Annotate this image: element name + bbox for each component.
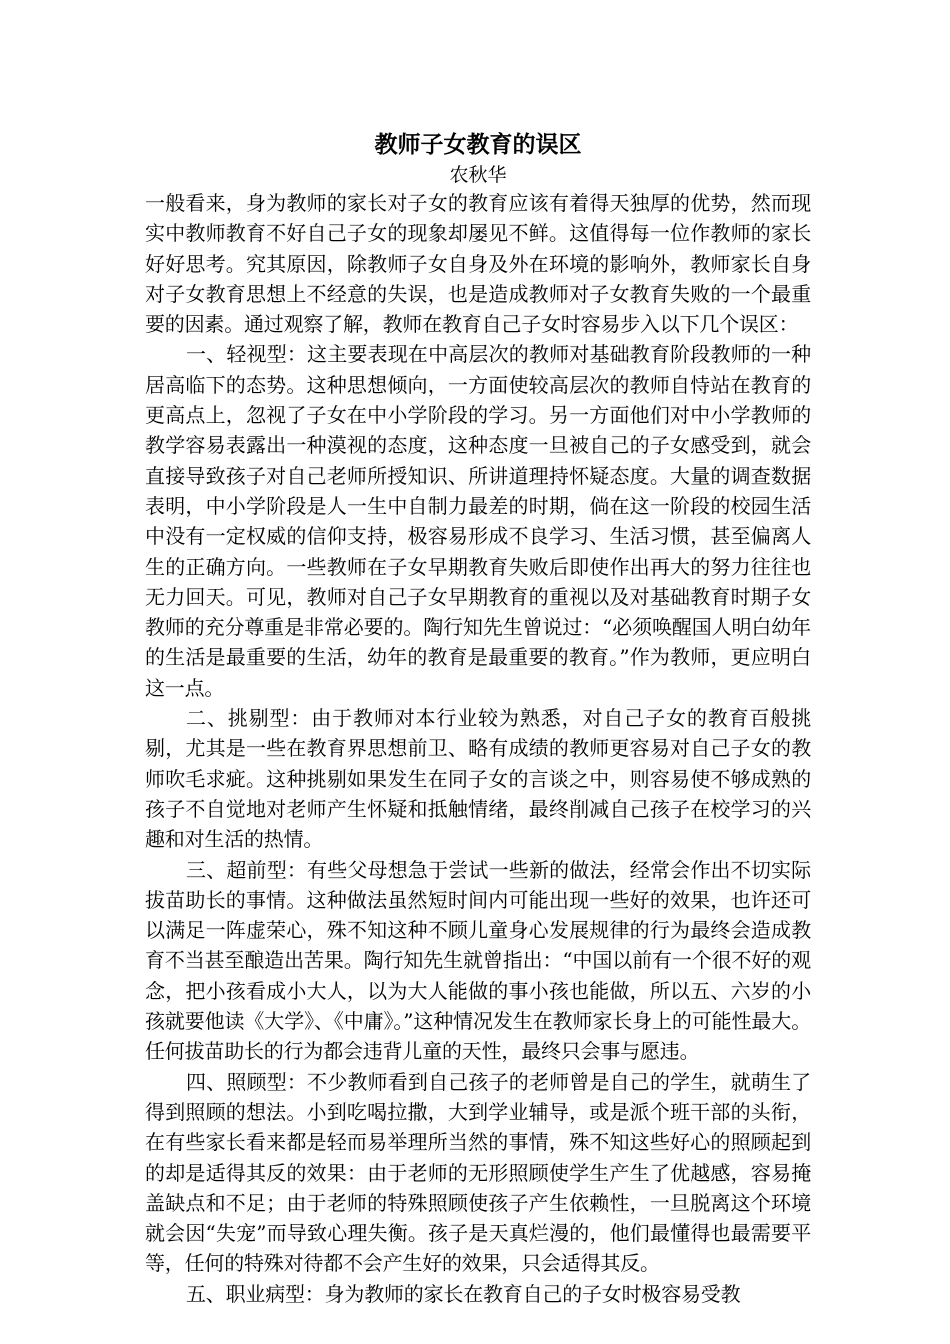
paragraph-occupational-type: 五、职业病型：身为教师的家长在教育自己的子女时极容易受教 xyxy=(186,1281,741,1306)
paragraph-picky-type: 二、挑剔型：由于教师对本行业较为熟悉，对自己子女的教育百般挑剔，尤其是一些在教育界思想前卫、略有成绩的教师更容易对自己子女的教师吹毛求疵。这种挑剔如果发生在同子女的言谈之中，则容易使不够成熟的孩子不自觉地对老师产生怀疑和抵触情绪，最终削减自己孩子在校学习的兴趣和对生活的热情。 xyxy=(145,706,811,852)
paragraph-neglect-type: 一、轻视型：这主要表现在中高层次的教师对基础教育阶段教师的一种居高临下的态势。这种思想倾向，一方面使较高层次的教师自恃站在教育的更高点上，忽视了子女在中小学阶段的学习。另一方面他们对中小学教师的教学容易表露出一种漠视的态度，这种态度一旦被自己的子女感受到，就会直接导致孩子对自己老师所授知识、所讲道理持怀疑态度。大量的调查数据表明，中小学阶段是人一生中自制力最差的时期，倘在这一阶段的校园生活中没有一定权威的信仰支持，极容易形成不良学习、生活习惯，甚至偏离人生的正确方向。一些教师在子女早期教育失败后即使作出再大的努力往往也无力回天。可见，教师对自己子女早期教育的重视以及对基础教育时期子女教师的充分尊重是非常必要的。陶行知先生曾说过：“必须唤醒国人明白幼年的生活是最重要的生活，幼年的教育是最重要的教育。”作为教师，更应明白这一点。 xyxy=(145,342,811,700)
document-author: 农秋华 xyxy=(449,164,507,186)
paragraph-premature-type: 三、超前型：有些父母想急于尝试一些新的做法，经常会作出不切实际拔苗助长的事情。这种做法虽然短时间内可能出现一些好的效果，也许还可以满足一阵虚荣心，殊不知这种不顾儿童身心发展规律的行为最终会造成教育不当甚至酿造出苦果。陶行知先生就曾指出：“中国以前有一个很不好的观念，把小孩看成小大人，以为大人能做的事小孩也能做，所以五、六岁的小孩就要他读《大学》、《中庸》。”这种情况发生在教师家长身上的可能性最大。任何拔苗助长的行为都会违背儿童的天性，最终只会事与愿违。 xyxy=(145,857,811,1064)
document-title: 教师子女教育的误区 xyxy=(374,131,582,158)
paragraph-favoritism-type: 四、照顾型：不少教师看到自己孩子的老师曾是自己的学生，就萌生了得到照顾的想法。小到吃喝拉撒，大到学业辅导，或是派个班干部的头衔，在有些家长看来都是轻而易举理所当然的事情，殊不知这些好心的照顾起到的却是适得其反的效果：由于老师的无形照顾使学生产生了优越感，容易掩盖缺点和不足；由于老师的特殊照顾使孩子产生依赖性，一旦脱离这个环境就会因“失宠”而导致心理失衡。孩子是天真烂漫的，他们最懂得也最需要平等，任何的特殊对待都不会产生好的效果，只会适得其反。 xyxy=(145,1069,811,1276)
document-page xyxy=(145,128,811,1309)
paragraph-intro: 一般看来，身为教师的家长对子女的教育应该有着得天独厚的优势，然而现实中教师教育不好自己子女的现象却屡见不鲜。这值得每一位作教师的家长好好思考。究其原因，除教师子女自身及外在环境的影响外，教师家长自身对子女教育思想上不经意的失误，也是造成教师对子女教育失败的一个最重要的因素。通过观察了解，教师在教育自己子女时容易步入以下几个误区： xyxy=(145,191,811,337)
